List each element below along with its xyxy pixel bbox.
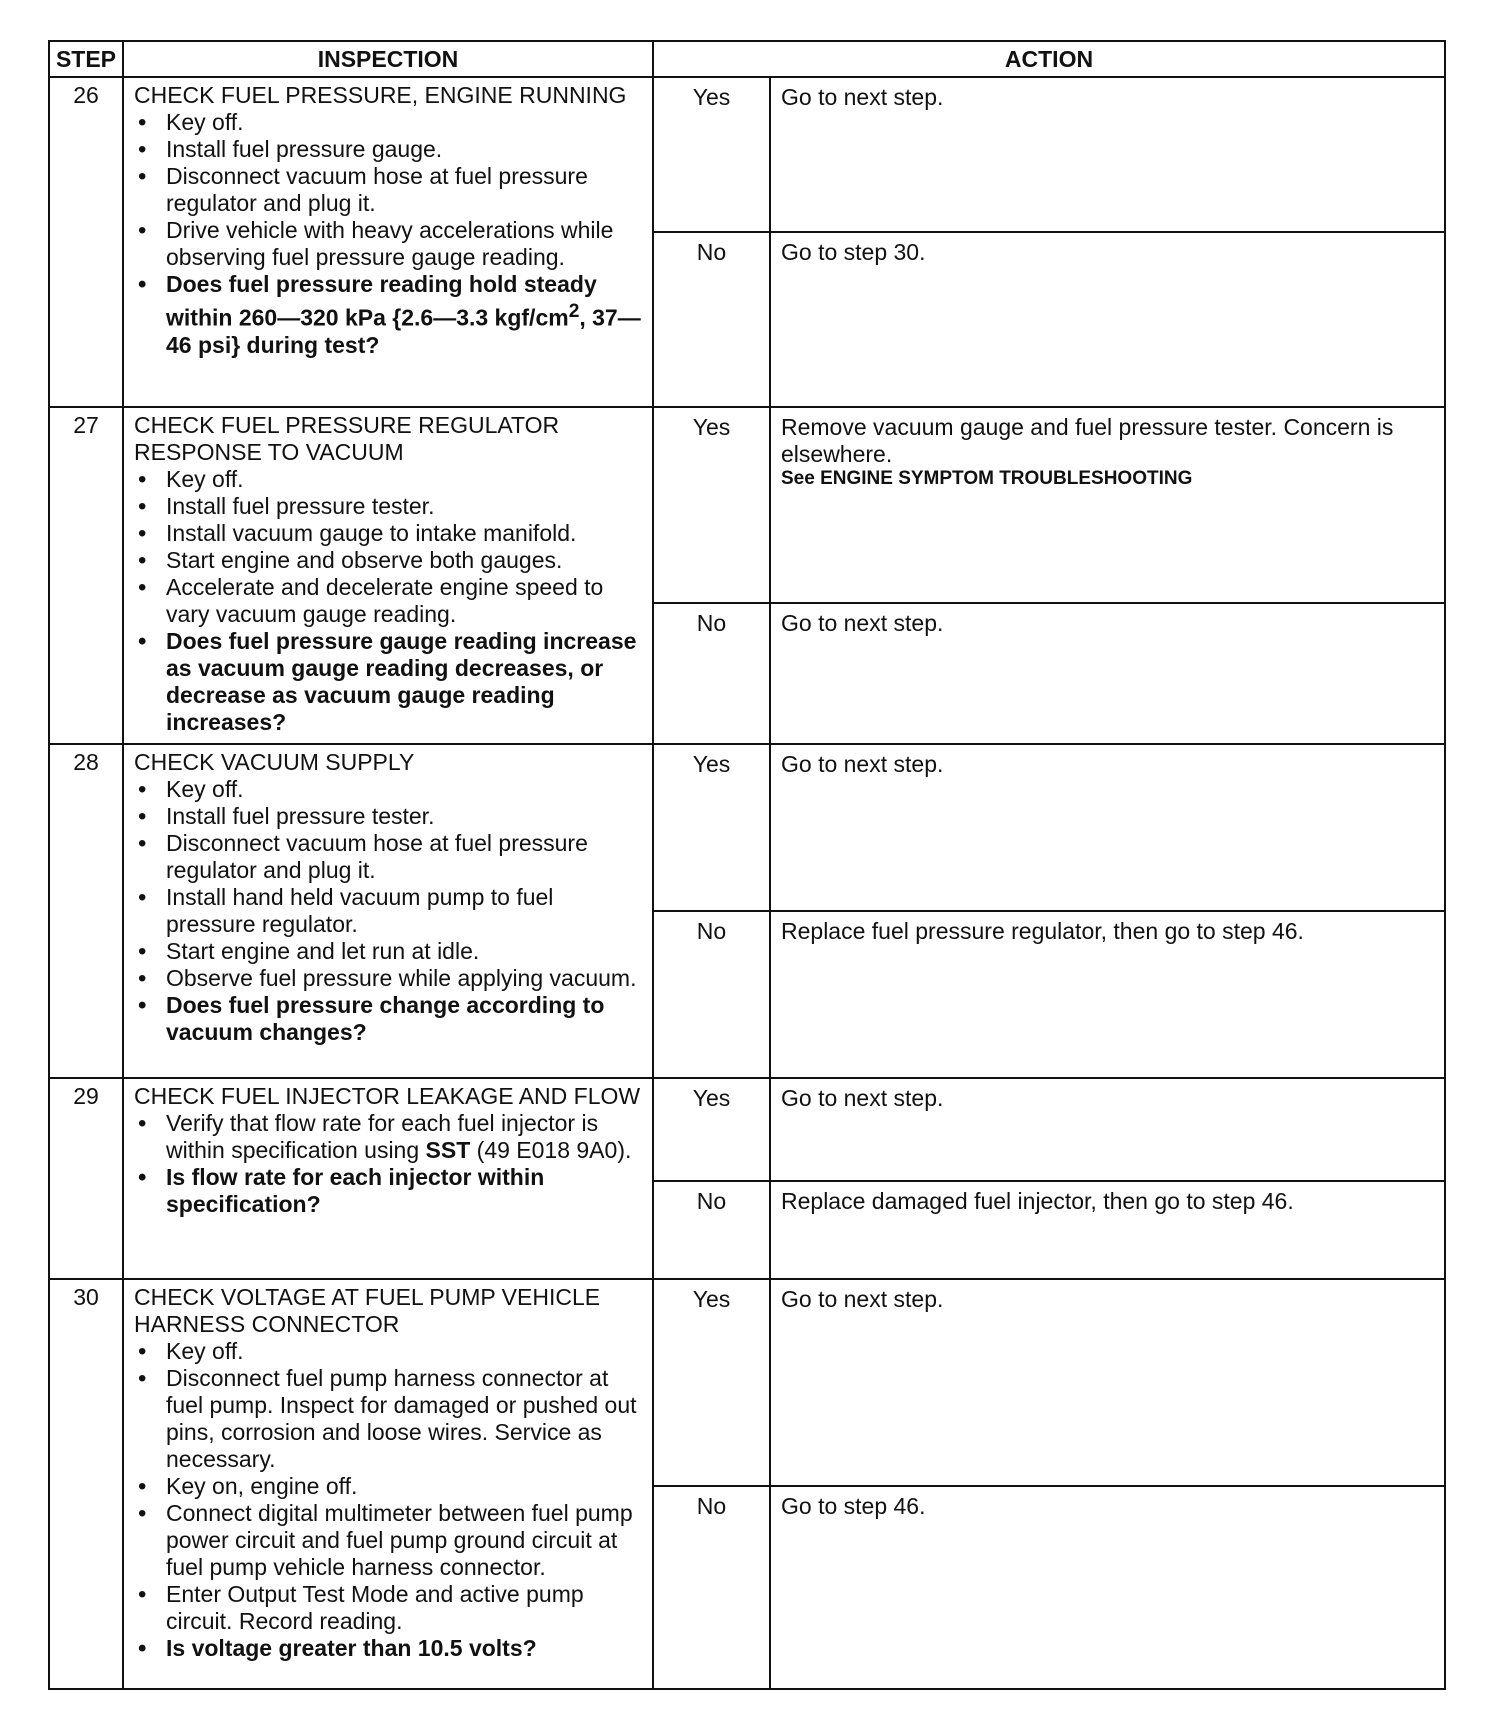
step-number: 29 — [49, 1078, 123, 1279]
inspection-item: • Install fuel pressure gauge. — [134, 136, 644, 163]
inspection-item: • Enter Output Test Mode and active pump circuit. Record reading. — [134, 1581, 644, 1635]
inspection-item: • Key off. — [134, 776, 644, 803]
inspection-item: • Key off. — [134, 109, 644, 136]
inspection-item: • Install hand held vacuum pump to fuel pressure regulator. — [134, 884, 644, 938]
yes-action: Go to next step. — [770, 77, 1445, 232]
no-action: Go to next step. — [770, 603, 1445, 744]
yes-action-text: Remove vacuum gauge and fuel pressure tester. Concern is elsewhere. — [781, 414, 1394, 467]
inspection-cell — [123, 407, 653, 744]
header-step: STEP — [49, 41, 123, 77]
inspection-list — [134, 1338, 644, 1662]
inspection-cell — [123, 1279, 653, 1689]
step-number: 27 — [49, 407, 123, 744]
inspection-item: • Drive vehicle with heavy accelerations while observing fuel pressure gauge reading. — [134, 217, 644, 271]
yes-label: Yes — [653, 77, 770, 232]
inspection-item: • Disconnect vacuum hose at fuel pressure regulator and plug it. — [134, 163, 644, 217]
inspection-item: • Key on, engine off. — [134, 1473, 644, 1500]
inspection-cell — [123, 1078, 653, 1279]
inspection-question: • Is voltage greater than 10.5 volts? — [134, 1635, 644, 1662]
inspection-title: CHECK FUEL INJECTOR LEAKAGE AND FLOW — [134, 1083, 641, 1109]
inspection-title: CHECK VOLTAGE AT FUEL PUMP VEHICLE HARNESS CONNECTOR — [134, 1284, 601, 1337]
step-row-27 — [49, 407, 1445, 603]
inspection-title: CHECK FUEL PRESSURE, ENGINE RUNNING — [134, 82, 627, 108]
see-reference-note: See ENGINE SYMPTOM TROUBLESHOOTING — [781, 468, 1193, 489]
yes-action: Go to next step. — [770, 1279, 1445, 1486]
inspection-list — [134, 776, 644, 1046]
inspection-item: • Key off. — [134, 1338, 644, 1365]
inspection-question: • Does fuel pressure gauge reading increase as vacuum gauge reading decreases, or decrease as vacuum gauge reading increases? — [134, 628, 644, 736]
inspection-question: • Does fuel pressure change according to vacuum changes? — [134, 992, 644, 1046]
step-row-28 — [49, 744, 1445, 911]
inspection-question: • Does fuel pressure reading hold steady within 260—320 kPa {2.6—3.3 kgf/$cm^2$, 37—46 psi} during test? — [134, 271, 644, 359]
yes-action: Go to next step. — [770, 1078, 1445, 1181]
no-action: Replace fuel pressure regulator, then go to step 46. — [770, 911, 1445, 1078]
inspection-item: • Disconnect vacuum hose at fuel pressure regulator and plug it. — [134, 830, 644, 884]
header-inspection: INSPECTION — [123, 41, 653, 77]
inspection-item: • Install fuel pressure tester. — [134, 493, 644, 520]
inspection-title: CHECK VACUUM SUPPLY — [134, 749, 415, 775]
inspection-list — [134, 109, 644, 359]
no-action: Go to step 30. — [770, 232, 1445, 407]
inspection-item: • Accelerate and decelerate engine speed to vary vacuum gauge reading. — [134, 574, 644, 628]
inspection-question: • Is flow rate for each injector within specification? — [134, 1164, 644, 1218]
no-label: No — [653, 1486, 770, 1689]
inspection-item: • Start engine and observe both gauges. — [134, 547, 644, 574]
yes-label: Yes — [653, 744, 770, 911]
no-action: Replace damaged fuel injector, then go to step 46. — [770, 1181, 1445, 1279]
inspection-title: CHECK FUEL PRESSURE REGULATOR RESPONSE TO VACUUM — [134, 412, 560, 465]
step-row-29 — [49, 1078, 1445, 1181]
step-number: 26 — [49, 77, 123, 407]
yes-action — [770, 407, 1445, 603]
inspection-cell — [123, 744, 653, 1078]
inspection-list — [134, 466, 644, 736]
inspection-item: • Verify that flow rate for each fuel injector is within specification using SST (49 E018 9A0). — [134, 1110, 644, 1164]
no-label: No — [653, 603, 770, 744]
yes-label: Yes — [653, 407, 770, 603]
no-label: No — [653, 911, 770, 1078]
yes-label: Yes — [653, 1078, 770, 1181]
yes-action: Go to next step. — [770, 744, 1445, 911]
no-label: No — [653, 232, 770, 407]
inspection-item: • Install vacuum gauge to intake manifold. — [134, 520, 644, 547]
inspection-item: • Install fuel pressure tester. — [134, 803, 644, 830]
inspection-list — [134, 1110, 644, 1218]
step-number: 28 — [49, 744, 123, 1078]
inspection-item: • Start engine and let run at idle. — [134, 938, 644, 965]
no-action: Go to step 46. — [770, 1486, 1445, 1689]
inspection-item: • Observe fuel pressure while applying vacuum. — [134, 965, 644, 992]
header-action: ACTION — [653, 41, 1445, 77]
step-row-26 — [49, 77, 1445, 232]
inspection-item: • Disconnect fuel pump harness connector at fuel pump. Inspect for damaged or pushed out pins, corrosion and loose wires. Service as necessary. — [134, 1365, 644, 1473]
step-number: 30 — [49, 1279, 123, 1689]
inspection-item: • Key off. — [134, 466, 644, 493]
inspection-cell — [123, 77, 653, 407]
step-row-30 — [49, 1279, 1445, 1486]
header-row — [49, 41, 1445, 77]
no-label: No — [653, 1181, 770, 1279]
inspection-item: • Connect digital multimeter between fuel pump power circuit and fuel pump ground circuit at fuel pump vehicle harness connector. — [134, 1500, 644, 1581]
troubleshooting-table — [48, 40, 1446, 1690]
yes-label: Yes — [653, 1279, 770, 1486]
